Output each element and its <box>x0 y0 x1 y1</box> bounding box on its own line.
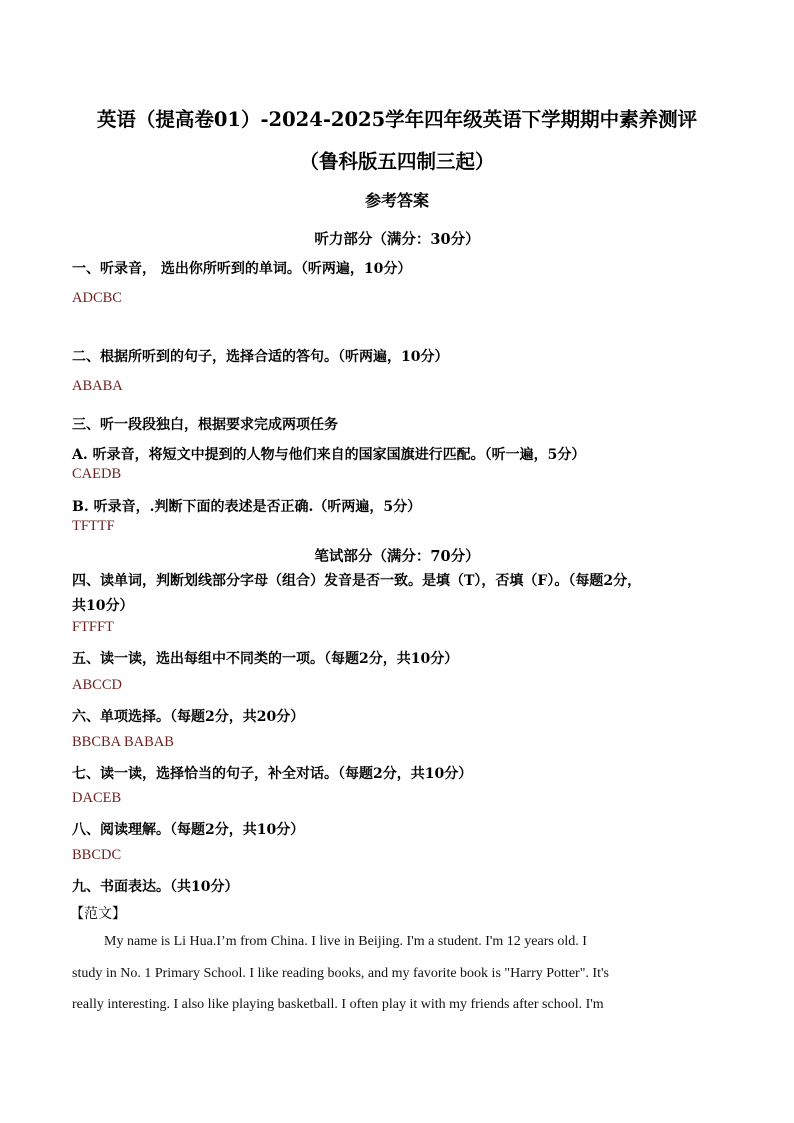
question-5-text: 五、读一读，选出每组中不同类的一项。（每题2分，共10分） <box>72 651 459 667</box>
model-essay-line-2: study in No. 1 Primary School. I like reading books, and my favorite book is "Harry Potter". It's <box>72 966 609 981</box>
question-1-answer: ADCBC <box>72 290 122 306</box>
question-1-text: 一、听录音， 选出你所听到的单词。（听两遍，10分） <box>72 261 412 277</box>
question-3b-text: B. 听录音，.判断下面的表述是否正确.（听两遍，5分） <box>72 499 422 515</box>
model-essay-label: 【范文】 <box>70 906 126 922</box>
model-essay-line-1: My name is Li Hua.I’m from China. I live in Beijing. I'm a student. I'm 12 years old. I <box>104 934 587 949</box>
question-3b-answer: TFTTF <box>72 518 115 534</box>
question-8-answer: BBCDC <box>72 847 122 863</box>
question-2-text: 二、根据所听到的句子，选择合适的答句。（听两遍，10分） <box>72 349 449 365</box>
document-title: 英语（提高卷01）-2024-2025学年四年级英语下学期期中素养测评 <box>96 108 698 131</box>
question-7-answer: DACEB <box>72 790 122 806</box>
question-3-text: 三、听一段段独白，根据要求完成两项任务 <box>72 417 338 433</box>
question-3a-text: A. 听录音，将短文中提到的人物与他们来自的国家国旗进行匹配。（听一遍，5分） <box>72 447 586 463</box>
question-3a-answer: CAEDB <box>72 466 122 482</box>
question-2-answer: ABABA <box>72 378 123 394</box>
question-6-answer: BBCBA BABAB <box>72 734 174 750</box>
document-subtitle: （鲁科版五四制三起） <box>299 150 495 173</box>
question-4-text-line1: 四、读单词，判断划线部分字母（组合）发音是否一致。是填（T），否填（F）。（每题2分， <box>72 573 642 589</box>
question-6-text: 六、单项选择。（每题2分，共20分） <box>72 709 305 725</box>
document-label: 参考答案 <box>364 191 429 210</box>
listening-section-heading: 听力部分（满分：30分） <box>314 231 480 248</box>
model-essay-line-3: really interesting. I also like playing basketball. I often play it with my friends after school. I'm <box>72 997 604 1012</box>
question-5-answer: ABCCD <box>72 677 122 693</box>
question-4-answer: FTFFT <box>72 619 114 635</box>
writing-section-heading: 笔试部分（满分：70分） <box>314 548 480 565</box>
question-8-text: 八、阅读理解。（每题2分，共10分） <box>72 822 305 838</box>
question-4-text-line2: 共10分） <box>72 598 134 614</box>
question-7-text: 七、读一读，选择恰当的句子，补全对话。（每题2分，共10分） <box>72 766 473 782</box>
question-9-text: 九、书面表达。（共10分） <box>72 879 239 895</box>
